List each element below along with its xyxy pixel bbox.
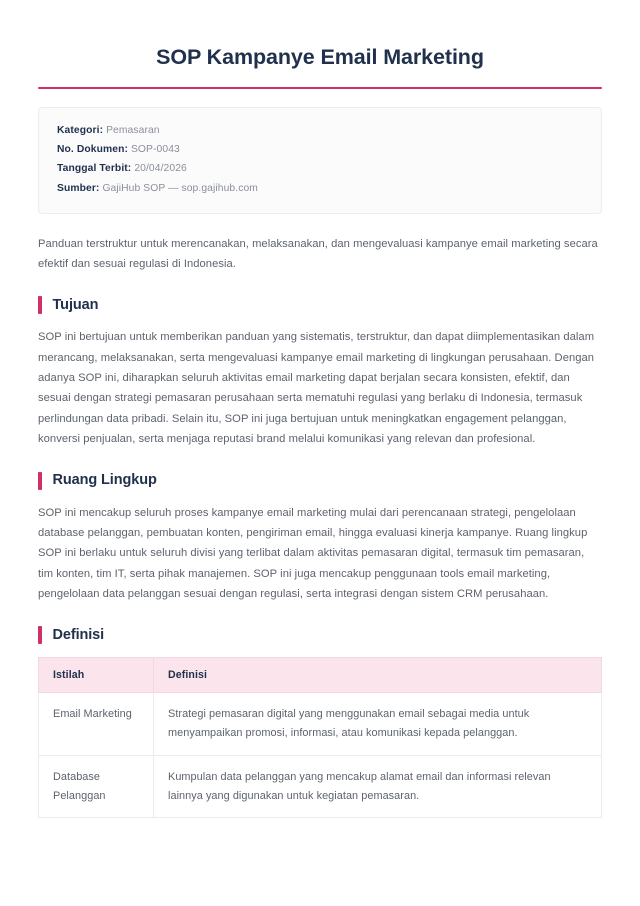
meta-row-kategori	[57, 121, 583, 140]
section-header-definisi	[38, 626, 602, 644]
column-header-definisi: Definisi	[154, 658, 602, 693]
page-title: SOP Kampanye Email Marketing	[156, 45, 484, 69]
section-title-ruang-lingkup: Ruang Lingkup	[52, 472, 157, 489]
meta-value-nomor-dokumen: SOP-0043	[130, 144, 180, 156]
section-title-definisi: Definisi	[52, 627, 105, 644]
section-definisi	[38, 626, 602, 818]
title-divider	[38, 87, 602, 90]
section-body-ruang-lingkup: SOP ini mencakup seluruh proses kampanye email marketing mulai dari perencanaan strategi, pengelolaan database pelanggan, pembuatan konten, pengiriman email, hingga evaluasi kinerja kampanye. Ruang lingkup SOP ini berlaku untuk seluruh divisi yang terlibat dalam aktivitas pemasaran digital, termasuk tim pemasaran, tim konten, tim IT, serta pihak manajemen. SOP ini juga mencakup penggunaan tools email marketing, pengelolaan data pelanggan sesuai dengan regulasi, serta integrasi dengan sistem CRM perusahaan.	[38, 506, 588, 601]
section-title-tujuan: Tujuan	[52, 297, 99, 314]
cell-term: Email Marketing	[39, 693, 154, 756]
meta-row-tanggal-terbit	[57, 160, 583, 179]
meta-row-sumber	[57, 179, 583, 198]
meta-value-sumber: GajiHub SOP — sop.gajihub.com	[102, 182, 258, 194]
meta-label-sumber: Sumber:	[57, 182, 100, 194]
column-header-istilah: Istilah	[39, 658, 154, 693]
cell-definition: Kumpulan data pelanggan yang mencakup alamat email dan informasi relevan lainnya yang digunakan untuk kegiatan pemasaran.	[154, 755, 602, 818]
section-tujuan	[38, 296, 602, 449]
definition-table	[38, 657, 602, 818]
section-header-ruang-lingkup	[38, 472, 602, 490]
table-row	[39, 693, 602, 756]
meta-value-kategori: Pemasaran	[106, 124, 160, 136]
section-accent-bar-icon	[38, 296, 42, 314]
meta-label-nomor-dokumen: No. Dokumen:	[57, 144, 128, 156]
section-header-tujuan	[38, 296, 602, 314]
document-metadata-box	[38, 107, 602, 213]
cell-term: Database Pelanggan	[39, 755, 154, 818]
section-accent-bar-icon	[38, 626, 42, 644]
section-accent-bar-icon	[38, 472, 42, 490]
meta-label-kategori: Kategori:	[57, 124, 104, 136]
section-ruang-lingkup	[38, 472, 602, 605]
section-body-tujuan: SOP ini bertujuan untuk memberikan panduan yang sistematis, terstruktur, dan dapat diimplementasikan dalam merancang, melaksanakan, serta mengevaluasi kampanye email marketing di lingkungan perusahaan. Dengan adanya SOP ini, diharapkan seluruh aktivitas email marketing dapat berjalan secara konsisten, efektif, dan sesuai dengan strategi pemasaran perusahaan serta mematuhi regulasi yang berlaku di Indonesia, termasuk perlindungan data pribadi. Selain itu, SOP ini juga bertujuan untuk meningkatkan engagement pelanggan, konversi penjualan, serta menjaga reputasi brand melalui komunikasi yang relevan dan profesional.	[38, 331, 595, 446]
meta-label-tanggal-terbit: Tanggal Terbit:	[57, 163, 132, 175]
table-row	[39, 755, 602, 818]
meta-row-nomor-dokumen	[57, 141, 583, 160]
intro-paragraph: Panduan terstruktur untuk merencanakan, melaksanakan, dan mengevaluasi kampanye email marketing secara efektif dan sesuai regulasi di Indonesia.	[38, 237, 598, 270]
table-header-row	[39, 658, 602, 693]
cell-definition: Strategi pemasaran digital yang menggunakan email sebagai media untuk menyampaikan promosi, informasi, atau komunikasi kepada pelanggan.	[154, 693, 602, 756]
meta-value-tanggal-terbit: 20/04/2026	[134, 163, 187, 175]
